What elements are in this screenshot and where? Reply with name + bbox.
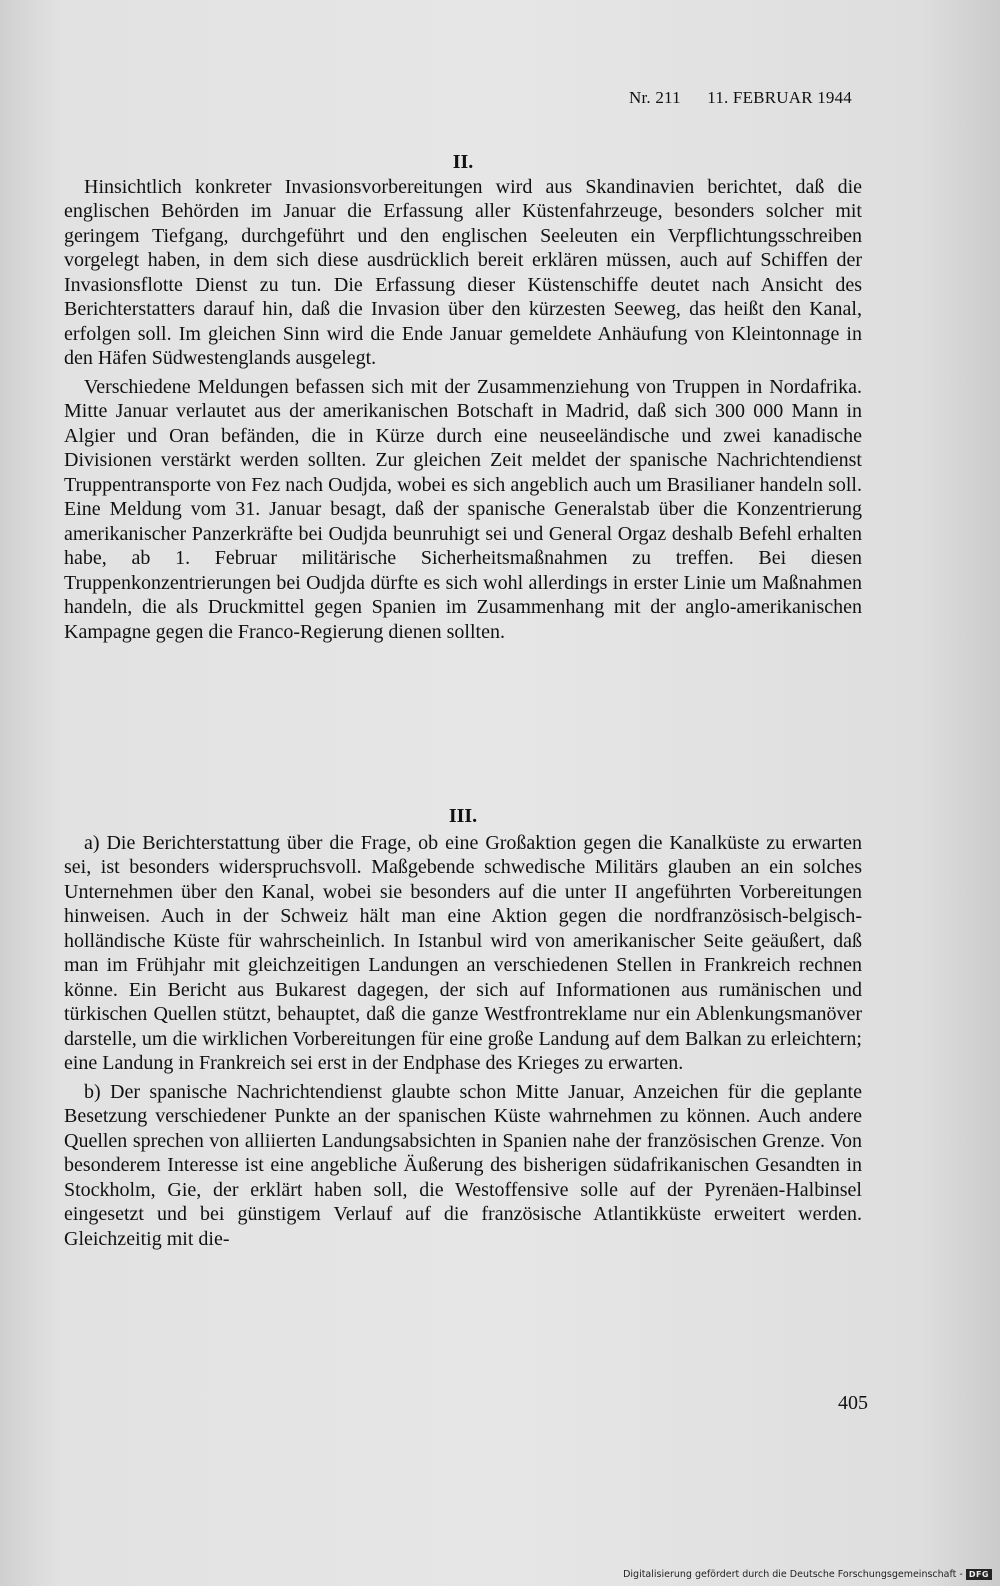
document-date: 11. FEBRUAR 1944 <box>707 88 852 107</box>
page-number: 405 <box>838 1392 868 1414</box>
section-iii <box>64 804 862 1251</box>
digitization-footer <box>623 1569 992 1580</box>
section-heading: II. <box>452 151 474 173</box>
paragraph: b) Der spanische Nachrichtendienst glaubte schon Mitte Januar, Anzeichen für die geplante Besetzung verschiedener Punkte an der spanischen Küste wahrnehmen zu können. Auch andere Quellen sprechen von alliierten Landungsabsichten in Spanien nahe der französischen Grenze. Von besonderem Interesse ist eine angebliche Äußerung des bisherigen südafrikanischen Gesandten in Stockholm, Gie, der erklärt haben soll, die Westoffensive solle auf der Pyrenäen-Halbinsel eingesetzt und bei günstigem Verlauf auf die französische Atlantikküste erweitert werden. Gleichzeitig mit die- <box>64 1080 862 1250</box>
footer-text: Digitalisierung gefördert durch die Deutsche Forschungsgemeinschaft - <box>623 1569 963 1580</box>
paragraph: Verschiedene Meldungen befassen sich mit der Zusammenziehung von Truppen in Nordafrika. Mitte Januar verlautet aus der amerikanischen Botschaft in Madrid, daß sich 300 000 Mann in Algier und Oran befänden, die in Kürze durch eine neuseeländische und zwei kanadische Divisionen verstärkt werden sollten. Zur gleichen Zeit meldet der spanische Nachrichtendienst Truppentransporte von Fez nach Oudjda, wobei es sich angeblich auch um Brasilianer handeln soll. Eine Meldung vom 31. Januar besagt, daß der spanische Generalstab über die Konzentrierung amerikanischer Panzerkräfte bei Oudjda beunruhigt sei und General Orgaz deshalb Befehl erhalten habe, ab 1. Februar militärische Sicherheitsmaßnahmen zu treffen. Bei diesen Truppenkonzentrierungen bei Oudjda dürfte es sich wohl allerdings in erster Linie um Maßnahmen handeln, die als Druckmittel gegen Spanien im Zusammenhang mit der anglo-amerikanischen Kampagne gegen die Franco-Regierung dienen sollten. <box>64 375 862 643</box>
page-header <box>629 88 852 108</box>
paragraph: a) Die Berichterstattung über die Frage, ob eine Großaktion gegen die Kanalküste zu erwarten sei, ist besonders widerspruchsvoll. Maßgebende schwedische Militärs glauben an ein solches Unternehmen über den Kanal, wobei sie besonders auf die unter II angeführten Vorbereitungen hinweisen. Auch in der Schweiz hält man eine Aktion gegen die nordfranzösisch-belgisch-holländische Küste für wahrscheinlich. In Istanbul wird von amerikanischer Seite geäußert, daß man im Frühjahr mit gleichzeitigen Landungen an verschiedenen Stellen in Frankreich rechnen könne. Ein Bericht aus Bukarest dagegen, der sich auf Informationen aus rumänischen und türkischen Quellen stützt, behauptet, daß die ganze Westfrontreklame nur ein Ablenkungsmanöver darstelle, um die wirklichen Vorbereitungen für eine große Landung auf dem Balkan zu erleichtern; eine Landung in Frankreich sei erst in der Endphase des Krieges zu erwarten. <box>64 831 862 1074</box>
section-heading: III. <box>448 805 478 827</box>
section-ii <box>64 150 862 644</box>
paragraph: Hinsichtlich konkreter Invasionsvorbereitungen wird aus Skandinavien berichtet, daß die englischen Behörden im Januar die Erfassung aller Küstenfahrzeuge, besonders solcher mit geringem Tiefgang, durchgeführt und den englischen Seeleuten ein Verpflichtungsschreiben vorgelegt haben, in dem sich diese ausdrücklich bereit erklären müssen, auch auf Schiffen der Invasionsflotte Dienst zu tun. Die Erfassung dieser Küstenschiffe deutet nach Ansicht des Berichterstatters darauf hin, daß die Invasion über den kürzesten Seeweg, das heißt den Kanal, erfolgen soll. Im gleichen Sinn wird die Ende Januar gemeldete Anhäufung von Kleintonnage in den Häfen Südwestenglands ausgelegt. <box>64 175 862 369</box>
document-number: Nr. 211 <box>629 88 681 107</box>
dfg-logo-icon: DFG <box>966 1569 992 1580</box>
